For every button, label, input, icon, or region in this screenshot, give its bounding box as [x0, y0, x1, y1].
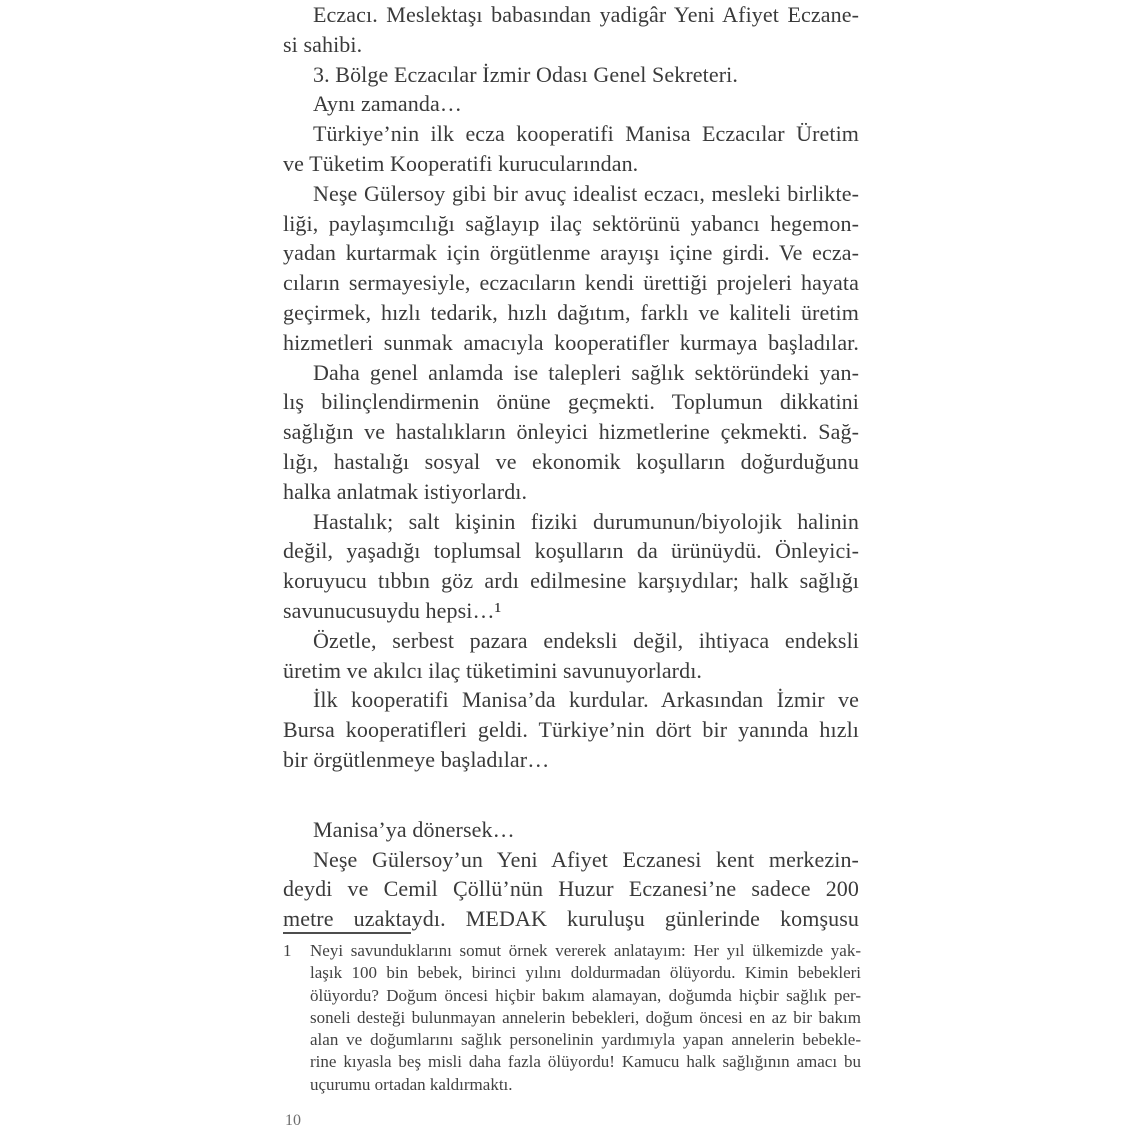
text-line: alan ve doğumlarını sağlık personelinin yardımıyla yapan annelerin bebekle- — [310, 1030, 861, 1050]
text-line: ölüyordu? Doğum öncesi hiçbir bakım alamayan, doğumda hiçbir sağlık per- — [310, 985, 861, 1005]
text-line: halka anlatmak istiyorlardı. — [283, 478, 528, 504]
text-line: Manisa’ya dönersek… — [313, 816, 515, 842]
body-text — [283, 0, 859, 934]
text-line: koruyucu tıbbın göz ardı edilmesine karşıydılar; halk sağlığı — [283, 568, 859, 594]
text-line: sağlığın ve hastalıkların önleyici hizmetlerine çekmekti. Sağ- — [283, 419, 859, 445]
text-line: değil, yaşadığı toplumsal koşulların da ürünüydü. Önleyici- — [283, 538, 859, 564]
text-line: Eczacı. Meslektaşı babasından yadigâr Yeni Afiyet Eczane- — [313, 2, 859, 27]
text-line: Türkiye’nin ilk ecza kooperatifi Manisa Eczacılar Üretim — [313, 121, 859, 147]
text-line: lığı, hastalığı sosyal ve ekonomik koşulların doğurduğunu — [283, 448, 859, 474]
text-line: Daha genel anlamda ise talepleri sağlık sektöründeki yan- — [313, 359, 859, 385]
text-line: yadan kurtarmak için örgütlenme arayışı içine girdi. Ve ecza- — [283, 240, 859, 266]
text-line: uçurumu ortadan kaldırmaktı. — [310, 1074, 513, 1094]
footnote — [283, 940, 861, 1096]
footnote-lines — [310, 940, 861, 1096]
text-line: rine kıyasla beş misli daha fazla ölüyordu! Kamucu halk sağlığının amacı bu — [310, 1052, 861, 1072]
text-line: liği, paylaşımcılığı sağlayıp ilaç sektörünü yabancı hegemon- — [283, 210, 859, 236]
text-line: 3. Bölge Eczacılar İzmir Odası Genel Sekreteri. — [313, 61, 738, 87]
text-line: bir örgütlenmeye başladılar… — [283, 746, 550, 772]
footnote-body — [283, 940, 861, 1096]
page-number: 10 — [285, 1112, 301, 1129]
text-line: lış bilinçlendirmenin önüne geçmekti. Toplumun dikkatini — [283, 389, 859, 415]
text-line: Aynı zamanda… — [313, 91, 462, 117]
text-line: Özetle, serbest pazara endeksli değil, ihtiyaca endeksli — [313, 627, 859, 653]
paragraph-gap — [283, 775, 859, 815]
text-line: Neşe Gülersoy gibi bir avuç idealist eczacı, mesleki birlikte- — [313, 180, 859, 206]
text-line: metre uzaktaydı. MEDAK kuruluşu günlerinde komşusu — [283, 906, 859, 932]
text-line: hizmetleri sunmak amacıyla kooperatifler kurmaya başladılar. — [283, 329, 859, 355]
text-line: Neyi savunduklarını somut örnek vererek anlatayım: Her yıl ülkemizde yak- — [310, 941, 861, 960]
text-line: Neşe Gülersoy’un Yeni Afiyet Eczanesi kent merkezin- — [313, 846, 859, 872]
footnote-number: 1 — [283, 941, 292, 960]
text-line: üretim ve akılcı ilaç tüketimini savunuyorlardı. — [283, 657, 703, 683]
text-line: cıların sermayesiyle, eczacıların kendi ürettiği projeleri hayata — [283, 270, 859, 296]
text-line: Hastalık; salt kişinin fiziki durumunun/biyolojik halinin — [313, 508, 859, 534]
text-line: si sahibi. — [283, 31, 363, 57]
text-line: ve Tüketim Kooperatifi kurucularından. — [283, 150, 639, 176]
text-line: deydi ve Cemil Çöllü’nün Huzur Eczanesi’ne sadece 200 — [283, 876, 859, 902]
text-line: savunucusuydu hepsi…¹ — [283, 597, 502, 623]
text-line: laşık 100 bin bebek, birinci yılını doldurmadan ölüyordu. Kimin bebekleri — [310, 963, 861, 983]
text-line: Bursa kooperatifleri geldi. Türkiye’nin dört bir yanında hızlı — [283, 717, 859, 743]
text-line: geçirmek, hızlı tedarik, hızlı dağıtım, farklı ve kaliteli üretim — [283, 299, 859, 325]
text-line: soneli desteği bulunmayan annelerin bebekleri, doğum öncesi en az bir bakım — [310, 1007, 861, 1027]
text-line: İlk kooperatifi Manisa’da kurdular. Arkasından İzmir ve — [313, 687, 859, 713]
footnote-separator — [283, 932, 411, 934]
